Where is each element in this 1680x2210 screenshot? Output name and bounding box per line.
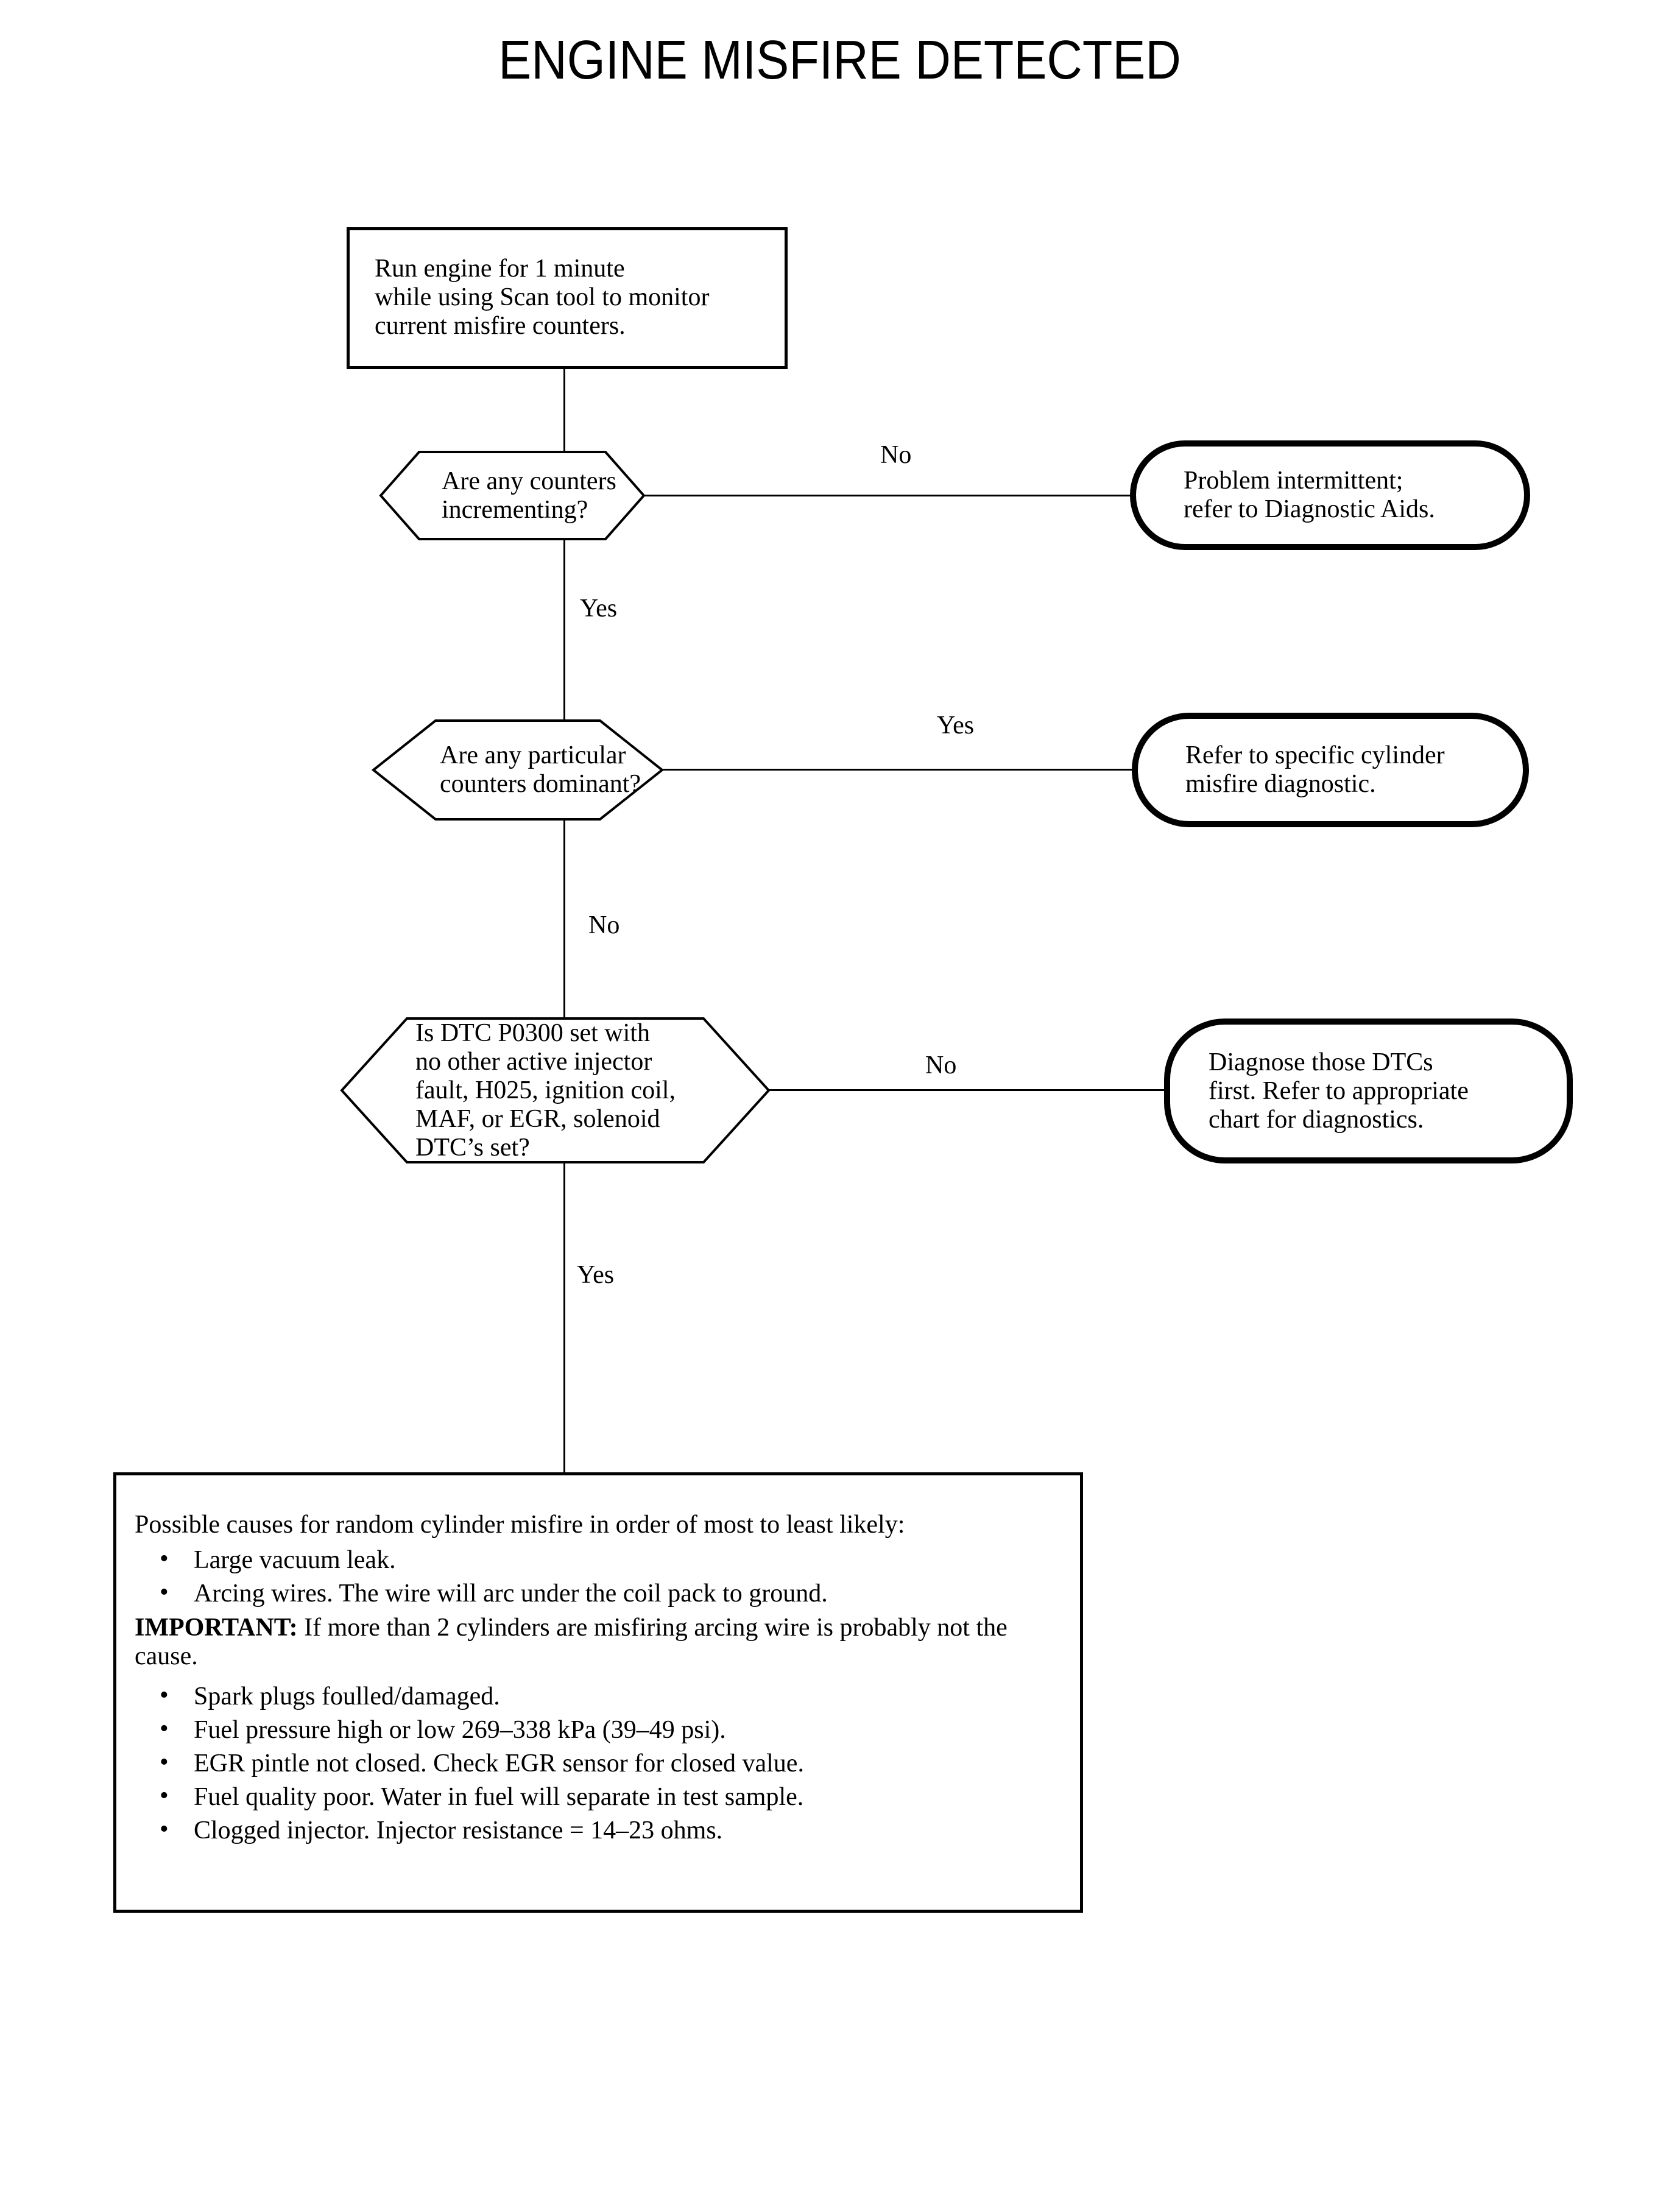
connector-decision1-to-terminal1 — [645, 495, 1131, 496]
bullet-icon: • — [160, 1681, 169, 1709]
connector-decision2-to-decision3 — [563, 819, 565, 1019]
bullet-icon: • — [160, 1578, 169, 1606]
terminal-node-text: Problem intermittent; refer to Diagnostic Aids. — [1184, 467, 1435, 523]
edge-label-no-2: No — [588, 911, 620, 939]
important-label: IMPORTANT: — [135, 1614, 298, 1642]
list-item: • Clogged injector. Injector resistance = 14–23 ohms. — [160, 1815, 723, 1845]
connector-start-to-decision1 — [563, 369, 565, 452]
list-item: • Large vacuum leak. — [160, 1545, 396, 1574]
decision-node-text: Is DTC P0300 set with no other active injector fault, H025, ignition coil, MAF, or EGR, solenoid DTC’s set? — [415, 1019, 676, 1162]
terminal-node-specific-cylinder — [1132, 713, 1529, 827]
important-text: If more than 2 cylinders are misfiring arcing wire is probably not the cause. — [135, 1614, 1008, 1670]
list-item: • EGR pintle not closed. Check EGR sensor for closed value. — [160, 1748, 804, 1778]
bullet-icon: • — [160, 1782, 169, 1810]
edge-label-no-3: No — [925, 1051, 957, 1079]
bullet-icon: • — [160, 1815, 169, 1843]
causes-list-top — [135, 1546, 1058, 1608]
decision-node-counters-dominant — [372, 719, 664, 821]
terminal-node-text: Refer to specific cylinder misfire diagnostic. — [1185, 741, 1445, 798]
causes-box — [113, 1472, 1083, 1913]
causes-list-bottom — [135, 1682, 1058, 1845]
list-item: • Spark plugs foulled/damaged. — [160, 1681, 500, 1710]
terminal-node-problem-intermittent — [1130, 440, 1530, 550]
connector-decision2-to-terminal2 — [663, 769, 1134, 771]
causes-intro: Possible causes for random cylinder misfire in order of most to least likely: — [135, 1511, 905, 1539]
connector-decision1-to-decision2 — [563, 539, 565, 721]
list-item: • Arcing wires. The wire will arc under the coil pack to ground. — [160, 1578, 828, 1608]
edge-label-no-1: No — [880, 441, 912, 469]
connector-decision3-to-terminal3 — [769, 1089, 1166, 1091]
terminal-node-text: Diagnose those DTCs first. Refer to appropriate chart for diagnostics. — [1209, 1048, 1469, 1134]
process-node-run-engine — [347, 227, 788, 369]
list-item: • Fuel quality poor. Water in fuel will separate in test sample. — [160, 1782, 804, 1811]
bullet-icon: • — [160, 1715, 169, 1743]
edge-label-yes-1: Yes — [580, 595, 618, 623]
decision-node-counters-incrementing — [379, 451, 646, 540]
decision-node-text: Are any particular counters dominant? — [440, 741, 641, 798]
process-node-text: Run engine for 1 minute while using Scan tool to monitor current misfire counters. — [375, 255, 710, 340]
bullet-icon: • — [160, 1748, 169, 1776]
edge-label-yes-3: Yes — [577, 1261, 615, 1289]
connector-decision3-to-causes — [563, 1162, 565, 1474]
decision-node-text: Are any counters incrementing? — [442, 467, 616, 524]
terminal-node-diagnose-dtcs — [1164, 1019, 1573, 1163]
bullet-icon: • — [160, 1545, 169, 1573]
page-title: ENGINE MISFIRE DETECTED — [498, 30, 1182, 91]
list-item: • Fuel pressure high or low 269–338 kPa (39–49 psi). — [160, 1715, 726, 1744]
causes-important-note — [135, 1614, 1058, 1671]
edge-label-yes-2: Yes — [937, 711, 975, 740]
decision-node-dtc-p0300 — [340, 1017, 771, 1163]
